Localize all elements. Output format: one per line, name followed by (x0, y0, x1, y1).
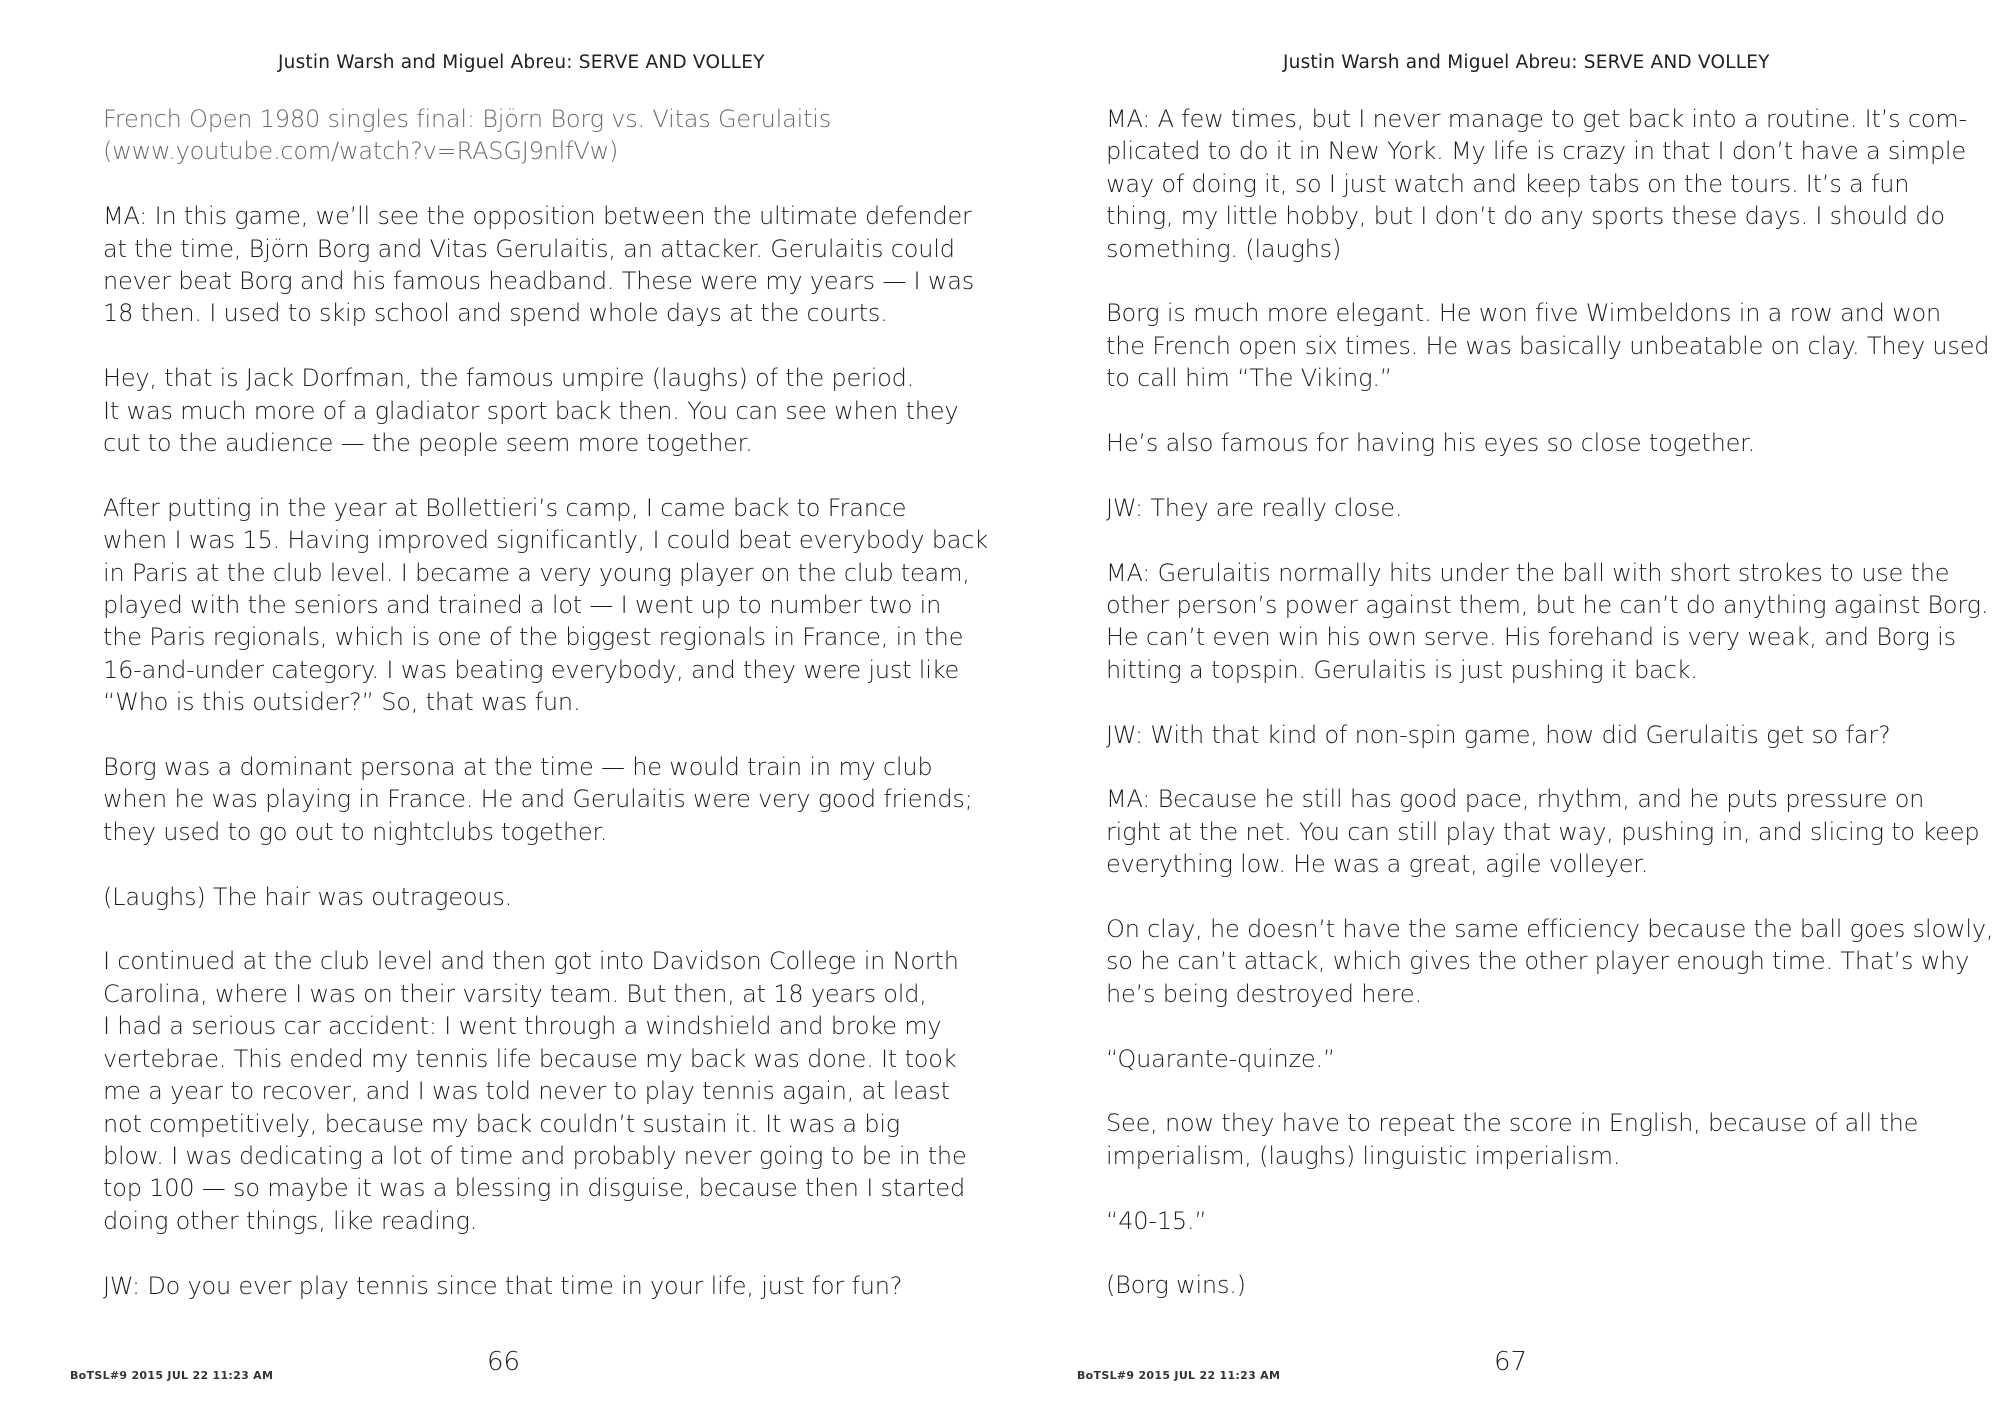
paragraph (1106, 1043, 1936, 1075)
text-line: MA: In this game, we’ll see the opposition between the ultimate defender (103, 202, 972, 231)
text-line: JW: With that kind of non-spin game, how did Gerulaitis get so far? (1106, 720, 1891, 749)
text-line: he’s being destroyed here. (1106, 979, 1422, 1008)
right-page (1000, 0, 2000, 1424)
text-line: Hey, that is Jack Dorfman, the famous umpire (laughs) of the period. (103, 364, 915, 393)
paragraph (103, 362, 959, 459)
text-line: See, now they have to repeat the score in English, because of all the (1106, 1109, 1919, 1138)
text-line: MA: A few times, but I never manage to get back into a routine. It’s com- (1106, 105, 1968, 133)
text-line: I continued at the club level and then got into Davidson College in North (103, 947, 959, 976)
text-line: never beat Borg and his famous headband. These were my years — I was (103, 267, 975, 296)
paragraph (1106, 783, 1980, 880)
text-line: when I was 15. Having improved significantly, I could beat everybody back (103, 526, 988, 555)
paragraph (103, 881, 923, 913)
text-line: other person’s power against them, but he can’t do anything against Borg. (1106, 591, 1989, 620)
text-line: On clay, he doesn’t have the same efficiency because the ball goes slowly, (1106, 915, 1994, 944)
text-line: to call him “The Viking.” (1106, 364, 1392, 393)
text-line: imperialism, (laughs) linguistic imperialism. (1106, 1141, 1621, 1170)
paragraph (103, 200, 975, 330)
text-line: blow. I was dedicating a lot of time and probably never going to be in the (103, 1141, 967, 1170)
text-line: MA: Because he still has good pace, rhythm, and he puts pressure on (1106, 785, 1925, 814)
paragraph (1106, 557, 1989, 687)
text-line: I had a serious car accident: I went through a windshield and broke my (103, 1012, 942, 1041)
text-line: doing other things, like reading. (103, 1206, 478, 1235)
body-text (103, 103, 988, 1334)
text-line: Borg is much more elegant. He won five Wimbeldons in a row and won (1106, 299, 1942, 328)
text-line: everything low. He was a great, agile volleyer. (1106, 850, 1649, 879)
footer-slug: BoTSL#9 2015 JUL 22 11:23 AM (1077, 1369, 1281, 1382)
text-line: cut to the audience — the people seem more together. (103, 429, 753, 458)
text-line: (Borg wins.) (1106, 1271, 1246, 1300)
running-head: Justin Warsh and Miguel Abreu: SERVE AND VOLLEY (1283, 52, 1770, 73)
paragraph (103, 1270, 923, 1302)
text-line: so he can’t attack, which gives the other player enough time. That’s why (1106, 947, 1970, 976)
text-line: (www.youtube.com/watch?v=RASGJ9nlfVw) (103, 137, 619, 166)
body-text (1106, 103, 1994, 1334)
paragraph (1106, 1107, 1936, 1172)
paragraph (1106, 1205, 1936, 1237)
text-line: Borg was a dominant persona at the time — he would train in my club (103, 753, 933, 782)
text-line: JW: They are really close. (1106, 493, 1403, 522)
page-number: 66 (487, 1347, 521, 1377)
paragraph (1106, 427, 1936, 459)
text-line: (Laughs) The hair was outrageous. (103, 882, 513, 911)
text-line: Carolina, where I was on their varsity team. But then, at 18 years old, (103, 979, 927, 1008)
text-line: right at the net. You can still play that way, pushing in, and slicing to keep (1106, 817, 1980, 846)
text-line: when he was playing in France. He and Gerulaitis were very good friends; (103, 785, 973, 814)
text-line: 16-and-under category. I was beating everybody, and they were just like (103, 655, 960, 684)
paragraph (1106, 492, 1936, 524)
running-head: Justin Warsh and Miguel Abreu: SERVE AND VOLLEY (278, 52, 765, 73)
footer-slug: BoTSL#9 2015 JUL 22 11:23 AM (70, 1369, 274, 1382)
text-line: vertebrae. This ended my tennis life because my back was done. It took (103, 1044, 957, 1073)
text-line: French Open 1980 singles final: Björn Borg vs. Vitas Gerulaitis (103, 105, 832, 133)
page-number: 67 (1494, 1347, 1528, 1377)
text-line: He can’t even win his own serve. His forehand is very weak, and Borg is (1106, 623, 1956, 652)
text-line: they used to go out to nightclubs together. (103, 817, 608, 846)
text-line: It was much more of a gladiator sport back then. You can see when they (103, 396, 959, 425)
text-line: in Paris at the club level. I became a very young player on the club team, (103, 558, 970, 587)
paragraph (1106, 1269, 1936, 1301)
source-citation (103, 103, 923, 168)
text-line: “40-15.” (1106, 1206, 1207, 1235)
text-line: way of doing it, so I just watch and keep tabs on the tours. It’s a fun (1106, 169, 1910, 198)
paragraph (1106, 719, 1936, 751)
text-line: MA: Gerulaitis normally hits under the ball with short strokes to use the (1106, 558, 1950, 587)
paragraph (1106, 913, 1994, 1010)
text-line: He’s also famous for having his eyes so close together. (1106, 429, 1756, 458)
paragraph (103, 751, 973, 848)
text-line: JW: Do you ever play tennis since that time in your life, just for fun? (103, 1271, 903, 1300)
text-line: thing, my little hobby, but I don’t do any sports these days. I should do (1106, 202, 1945, 231)
text-line: “Who is this outsider?” So, that was fun. (103, 688, 581, 717)
paragraph (1106, 103, 1968, 265)
text-line: the French open six times. He was basically unbeatable on clay. They used (1106, 331, 1990, 360)
text-line: played with the seniors and trained a lot — I went up to number two in (103, 591, 942, 620)
text-line: top 100 — so maybe it was a blessing in disguise, because then I started (103, 1174, 966, 1203)
paragraph (103, 945, 967, 1237)
text-line: After putting in the year at Bollettieri’s camp, I came back to France (103, 493, 907, 522)
text-line: not competitively, because my back couldn’t sustain it. It was a big (103, 1109, 901, 1138)
text-line: hitting a topspin. Gerulaitis is just pushing it back. (1106, 655, 1698, 684)
text-line: plicated to do it in New York. My life is crazy in that I don’t have a simple (1106, 137, 1966, 166)
text-line: the Paris regionals, which is one of the biggest regionals in France, in the (103, 623, 964, 652)
text-line: “Quarante-quinze.” (1106, 1044, 1336, 1073)
paragraph (103, 492, 988, 719)
text-line: at the time, Björn Borg and Vitas Gerulaitis, an attacker. Gerulaitis could (103, 234, 955, 263)
text-line: me a year to recover, and I was told never to play tennis again, at least (103, 1077, 950, 1106)
text-line: something. (laughs) (1106, 234, 1342, 263)
text-line: 18 then. I used to skip school and spend whole days at the courts. (103, 299, 888, 328)
paragraph (1106, 297, 1990, 394)
